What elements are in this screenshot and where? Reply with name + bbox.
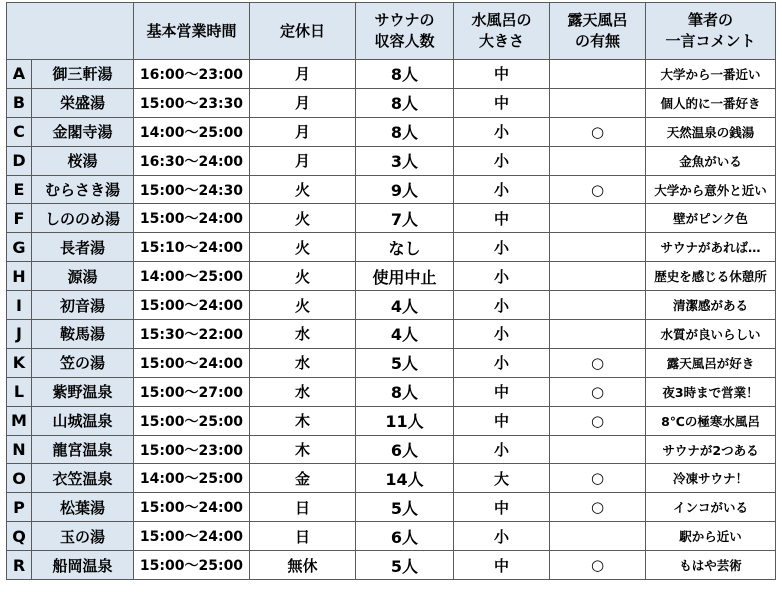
header-sauna: サウナの 収容人数 (356, 3, 454, 60)
sento-name: 笠の湯 (32, 348, 134, 377)
header-hours: 基本営業時間 (134, 3, 250, 60)
author-comment: サウナがあれば… (646, 233, 776, 262)
table-row (7, 348, 776, 377)
row-letter: C (7, 117, 32, 146)
sento-name: 桜湯 (32, 146, 134, 175)
closed-day: 月 (250, 88, 356, 117)
author-comment: 夜3時まで営業！ (646, 377, 776, 406)
opening-hours: 16:30～24:00 (134, 146, 250, 175)
outdoor-bath-mark (550, 88, 646, 117)
outdoor-bath-mark (550, 204, 646, 233)
sauna-capacity: 8人 (356, 377, 454, 406)
row-letter: E (7, 175, 32, 204)
table-row (7, 204, 776, 233)
cold-bath-size: 中 (454, 377, 550, 406)
sento-name: 山城温泉 (32, 406, 134, 435)
header-outdoor: 露天風呂 の有無 (550, 3, 646, 60)
outdoor-bath-mark (550, 435, 646, 464)
author-comment: 大学から意外と近い (646, 175, 776, 204)
cold-bath-size: 小 (454, 117, 550, 146)
row-letter: R (7, 551, 32, 580)
row-letter: O (7, 464, 32, 493)
header-comment: 筆者の 一言コメント (646, 3, 776, 60)
closed-day: 木 (250, 435, 356, 464)
table-row (7, 406, 776, 435)
cold-bath-size: 中 (454, 493, 550, 522)
opening-hours: 15:00～25:00 (134, 406, 250, 435)
opening-hours: 16:00～23:00 (134, 60, 250, 89)
author-comment: もはや芸術 (646, 551, 776, 580)
table-row (7, 88, 776, 117)
cold-bath-size: 中 (454, 88, 550, 117)
outdoor-bath-mark (550, 146, 646, 175)
opening-hours: 15:00～23:00 (134, 435, 250, 464)
sauna-capacity: 8人 (356, 88, 454, 117)
opening-hours: 15:00～24:00 (134, 522, 250, 551)
outdoor-bath-mark (550, 233, 646, 262)
closed-day: 水 (250, 320, 356, 349)
cold-bath-size: 小 (454, 175, 550, 204)
row-letter: D (7, 146, 32, 175)
sauna-capacity: 4人 (356, 291, 454, 320)
sento-name: 長者湯 (32, 233, 134, 262)
sauna-capacity: 7人 (356, 204, 454, 233)
sento-name: 衣笠温泉 (32, 464, 134, 493)
cold-bath-size: 小 (454, 262, 550, 291)
row-letter: G (7, 233, 32, 262)
sauna-capacity: 6人 (356, 435, 454, 464)
outdoor-bath-mark (550, 262, 646, 291)
header-closed: 定休日 (250, 3, 356, 60)
author-comment: 冷凍サウナ！ (646, 464, 776, 493)
cold-bath-size: 小 (454, 522, 550, 551)
opening-hours: 15:30～22:00 (134, 320, 250, 349)
table-row (7, 464, 776, 493)
author-comment: 水質が良いらしい (646, 320, 776, 349)
row-letter: H (7, 262, 32, 291)
sauna-capacity: 5人 (356, 493, 454, 522)
table-row (7, 60, 776, 89)
cold-bath-size: 小 (454, 146, 550, 175)
table-row (7, 522, 776, 551)
sauna-capacity: 4人 (356, 320, 454, 349)
sauna-capacity: 8人 (356, 117, 454, 146)
sento-name: 初音湯 (32, 291, 134, 320)
closed-day: 火 (250, 175, 356, 204)
outdoor-bath-mark: ○ (550, 117, 646, 146)
sauna-capacity: 3人 (356, 146, 454, 175)
row-letter: M (7, 406, 32, 435)
row-letter: A (7, 60, 32, 89)
sento-name: 松葉湯 (32, 493, 134, 522)
closed-day: 木 (250, 406, 356, 435)
row-letter: N (7, 435, 32, 464)
cold-bath-size: 中 (454, 406, 550, 435)
outdoor-bath-mark: ○ (550, 551, 646, 580)
sauna-capacity: 6人 (356, 522, 454, 551)
sento-name: 紫野温泉 (32, 377, 134, 406)
closed-day: 月 (250, 117, 356, 146)
author-comment: 歴史を感じる休憩所 (646, 262, 776, 291)
cold-bath-size: 中 (454, 204, 550, 233)
sento-name: 龍宮温泉 (32, 435, 134, 464)
row-letter: P (7, 493, 32, 522)
cold-bath-size: 大 (454, 464, 550, 493)
row-letter: J (7, 320, 32, 349)
opening-hours: 15:10～24:00 (134, 233, 250, 262)
outdoor-bath-mark (550, 291, 646, 320)
sento-name: 御三軒湯 (32, 60, 134, 89)
outdoor-bath-mark (550, 320, 646, 349)
author-comment: 8℃の極寒水風呂 (646, 406, 776, 435)
sauna-capacity: 11人 (356, 406, 454, 435)
outdoor-bath-mark: ○ (550, 348, 646, 377)
row-letter: I (7, 291, 32, 320)
closed-day: 日 (250, 522, 356, 551)
row-letter: L (7, 377, 32, 406)
opening-hours: 14:00～25:00 (134, 262, 250, 291)
outdoor-bath-mark: ○ (550, 175, 646, 204)
closed-day: 日 (250, 493, 356, 522)
author-comment: 大学から一番近い (646, 60, 776, 89)
opening-hours: 15:00～23:30 (134, 88, 250, 117)
cold-bath-size: 小 (454, 291, 550, 320)
cold-bath-size: 小 (454, 233, 550, 262)
outdoor-bath-mark: ○ (550, 464, 646, 493)
cold-bath-size: 小 (454, 348, 550, 377)
cold-bath-size: 中 (454, 60, 550, 89)
closed-day: 水 (250, 377, 356, 406)
header-row (7, 3, 776, 60)
cold-bath-size: 小 (454, 435, 550, 464)
table-row (7, 146, 776, 175)
sauna-capacity: 使用中止 (356, 262, 454, 291)
header-water: 水風呂の 大きさ (454, 3, 550, 60)
opening-hours: 15:00～25:00 (134, 551, 250, 580)
closed-day: 水 (250, 348, 356, 377)
table-row (7, 435, 776, 464)
opening-hours: 14:00～25:00 (134, 464, 250, 493)
author-comment: 壁がピンク色 (646, 204, 776, 233)
sento-name: 鞍馬湯 (32, 320, 134, 349)
outdoor-bath-mark (550, 522, 646, 551)
table-row (7, 493, 776, 522)
outdoor-bath-mark: ○ (550, 493, 646, 522)
sento-name: むらさき湯 (32, 175, 134, 204)
author-comment: 個人的に一番好き (646, 88, 776, 117)
sento-name: 源湯 (32, 262, 134, 291)
table-row (7, 551, 776, 580)
closed-day: 火 (250, 262, 356, 291)
opening-hours: 15:00～24:00 (134, 291, 250, 320)
author-comment: 天然温泉の銭湯 (646, 117, 776, 146)
closed-day: 金 (250, 464, 356, 493)
row-letter: F (7, 204, 32, 233)
author-comment: 金魚がいる (646, 146, 776, 175)
table-row (7, 175, 776, 204)
sento-name: しののめ湯 (32, 204, 134, 233)
author-comment: 駅から近い (646, 522, 776, 551)
opening-hours: 15:00～27:00 (134, 377, 250, 406)
outdoor-bath-mark: ○ (550, 406, 646, 435)
outdoor-bath-mark: ○ (550, 377, 646, 406)
sento-table (6, 2, 776, 580)
table-row (7, 233, 776, 262)
sauna-capacity: 9人 (356, 175, 454, 204)
header-corner (7, 3, 134, 60)
table-row (7, 117, 776, 146)
sauna-capacity: 5人 (356, 551, 454, 580)
closed-day: 月 (250, 60, 356, 89)
author-comment: サウナが2つある (646, 435, 776, 464)
opening-hours: 15:00～24:00 (134, 348, 250, 377)
author-comment: 清潔感がある (646, 291, 776, 320)
cold-bath-size: 小 (454, 320, 550, 349)
table-row (7, 291, 776, 320)
author-comment: 露天風呂が好き (646, 348, 776, 377)
sento-name: 玉の湯 (32, 522, 134, 551)
opening-hours: 14:00～25:00 (134, 117, 250, 146)
sauna-capacity: なし (356, 233, 454, 262)
cold-bath-size: 中 (454, 551, 550, 580)
closed-day: 無休 (250, 551, 356, 580)
sento-name: 金閣寺湯 (32, 117, 134, 146)
table-row (7, 262, 776, 291)
row-letter: Q (7, 522, 32, 551)
opening-hours: 15:00～24:30 (134, 175, 250, 204)
sauna-capacity: 8人 (356, 60, 454, 89)
table-row (7, 377, 776, 406)
sauna-capacity: 5人 (356, 348, 454, 377)
opening-hours: 15:00～24:00 (134, 204, 250, 233)
table-row (7, 320, 776, 349)
row-letter: K (7, 348, 32, 377)
sento-name: 船岡温泉 (32, 551, 134, 580)
outdoor-bath-mark (550, 60, 646, 89)
opening-hours: 15:00～24:00 (134, 493, 250, 522)
author-comment: インコがいる (646, 493, 776, 522)
closed-day: 月 (250, 146, 356, 175)
row-letter: B (7, 88, 32, 117)
closed-day: 火 (250, 233, 356, 262)
closed-day: 火 (250, 204, 356, 233)
closed-day: 火 (250, 291, 356, 320)
sauna-capacity: 14人 (356, 464, 454, 493)
sento-name: 栄盛湯 (32, 88, 134, 117)
